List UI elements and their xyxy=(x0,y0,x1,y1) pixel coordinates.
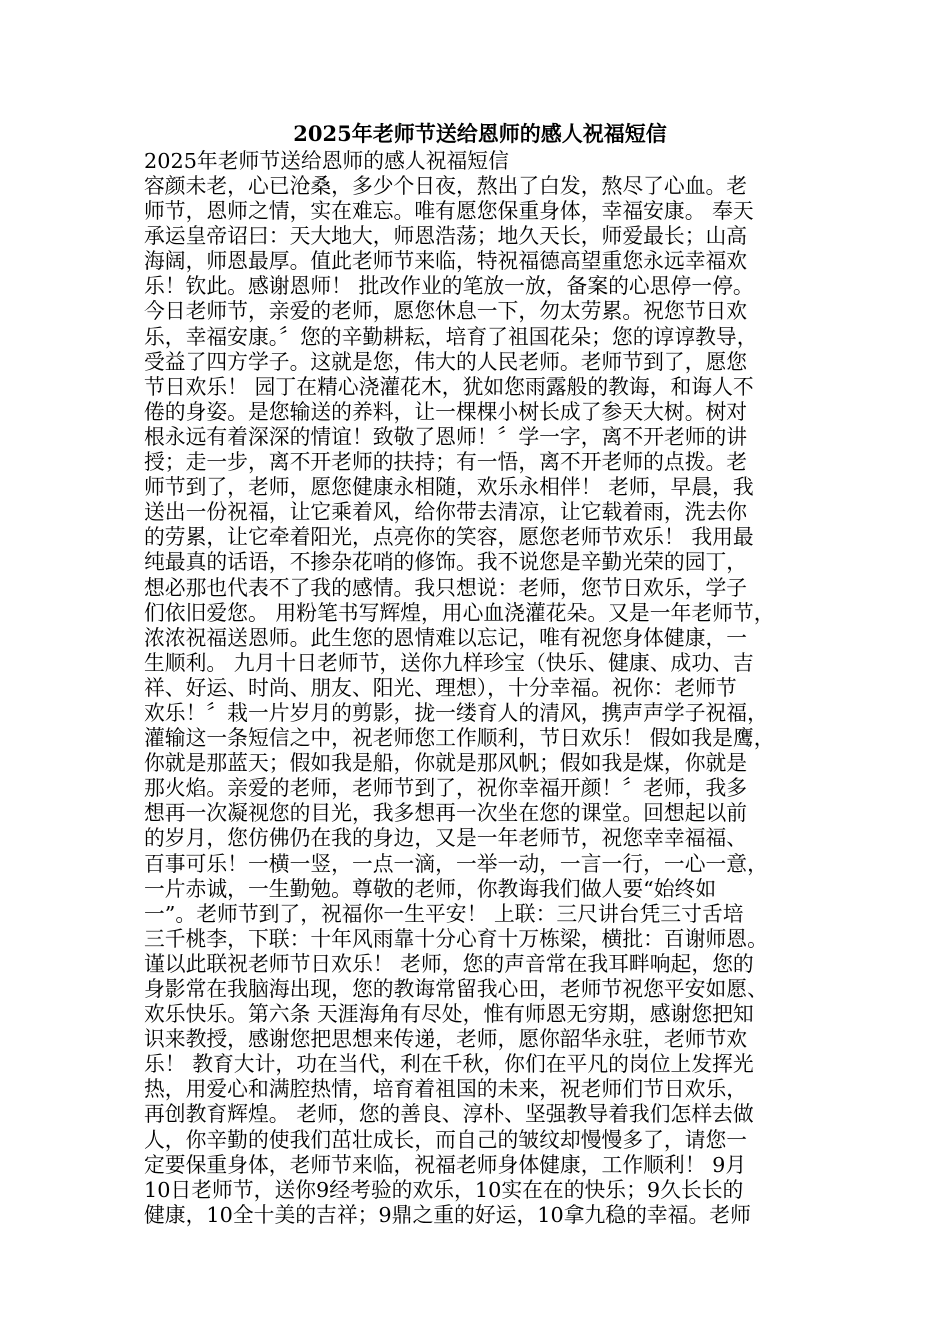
body-text-line: 乐！ 教育大计，功在当代，利在千秋，你们在平凡的岗位上发挥光 xyxy=(144,1052,754,1077)
body-text-line: 乐！钦此。感谢恩师！ 批改作业的笔放一放，备案的心思停一停。 xyxy=(144,274,754,299)
body-text-line: 师节，恩师之情，实在难忘。唯有愿您保重身体，幸福安康。 奉天 xyxy=(144,199,754,224)
body-text-line: 受益了四方学子。这就是您，伟大的人民老师。老师节到了，愿您 xyxy=(144,349,748,374)
body-text-line: 欢乐！〞栽一片岁月的剪影，拢一缕育人的清风，携声声学子祝福， xyxy=(144,700,768,725)
body-text-line: 再创教育辉煌。 老师，您的善良、淳朴、坚强教导着我们怎样去做 xyxy=(144,1102,754,1127)
document-body xyxy=(144,174,816,1228)
body-text-line: 师节到了，老师，愿您健康永相随，欢乐永相伴！ 老师，早晨，我 xyxy=(144,475,754,500)
body-text-line: 一片赤诚，一生勤勉。尊敬的老师，你教诲我们做人要“始终如 xyxy=(144,876,717,901)
body-text-line: 根永远有着深深的情谊！致敬了恩师！〞学一字，离不开老师的讲 xyxy=(144,424,748,449)
body-text-line: 授；走一步，离不开老师的扶持；有一悟，离不开老师的点拨。老 xyxy=(144,450,748,475)
body-text-line: 你就是那蓝天；假如我是船，你就是那风帆；假如我是煤，你就是 xyxy=(144,751,748,776)
body-text-line: 一”。老师节到了，祝福你一生平安！ 上联：三尺讲台凭三寸舌培 xyxy=(144,901,744,926)
body-text-line: 容颜未老，心已沧桑，多少个日夜，熬出了白发，熬尽了心血。老 xyxy=(144,174,748,198)
body-text-line: 的岁月，您仿佛仍在我的身边，又是一年老师节，祝您幸幸福福、 xyxy=(144,826,748,851)
body-text-line: 海阔，师恩最厚。值此老师节来临，特祝福德高望重您永远幸福欢 xyxy=(144,249,748,274)
body-text-line: 定要保重身体，老师节来临，祝福老师身体健康，工作顺利！ 9月 xyxy=(144,1152,747,1177)
body-text-line: 欢乐快乐。第六条 天涯海角有尽处，惟有师恩无穷期，感谢您把知 xyxy=(144,1002,754,1027)
body-text-line: 热，用爱心和满腔热情，培育着祖国的未来，祝老师们节日欢乐， xyxy=(144,1077,748,1102)
body-text-line: 那火焰。亲爱的老师，老师节到了，祝你幸福开颜！〞老师，我多 xyxy=(144,776,748,801)
body-text-line: 的劳累，让它牵着阳光，点亮你的笑容，愿您老师节欢乐！ 我用最 xyxy=(144,525,754,550)
body-text-line: 浓浓祝福送恩师。此生您的恩情难以忘记，唯有祝您身体健康，一 xyxy=(144,625,748,650)
body-text-line: 健康，10全十美的吉祥；9鼎之重的好运，10拿九稳的幸福。老师 xyxy=(144,1202,751,1227)
body-text-line: 10日老师节，送你9经考验的欢乐，10实在在的快乐；9久长长的 xyxy=(144,1177,744,1202)
body-text-line: 生顺利。 九月十日老师节，送你九样珍宝（快乐、健康、成功、吉 xyxy=(144,650,754,675)
body-text-line: 送出一份祝福，让它乘着风，给你带去清凉，让它载着雨，洗去你 xyxy=(144,500,748,525)
body-text-line: 乐，幸福安康。〞您的辛勤耕耘，培育了祖国花朵；您的谆谆教导， xyxy=(144,324,758,349)
document-title: 2025年老师节送给恩师的感人祝福短信 xyxy=(293,121,667,146)
body-text-line: 承运皇帝诏曰：天大地大，师恩浩荡；地久天长，师爱最长；山高 xyxy=(144,224,748,249)
body-text-line: 灌输这一条短信之中，祝老师您工作顺利，节日欢乐！ 假如我是鹰， xyxy=(144,726,775,751)
document-subtitle: 2025年老师节送给恩师的感人祝福短信 xyxy=(144,149,509,173)
body-text-line: 倦的身姿。是您输送的养料，让一棵棵小树长成了参天大树。树对 xyxy=(144,399,748,424)
body-text-line: 节日欢乐！ 园丁在精心浇灌花木，犹如您雨露般的教诲，和诲人不 xyxy=(144,374,754,399)
body-text-line: 三千桃李，下联：十年风雨靠十分心育十万栋梁，横批：百谢师恩。 xyxy=(144,926,768,951)
body-text-line: 谨以此联祝老师节日欢乐！ 老师，您的声音常在我耳畔响起，您的 xyxy=(144,951,754,976)
body-text-line: 们依旧爱您。 用粉笔书写辉煌，用心血浇灌花朵。又是一年老师节， xyxy=(144,600,775,625)
body-text-line: 祥、好运、时尚、朋友、阳光、理想），十分幸福。祝你：老师节 xyxy=(144,675,737,700)
body-text-line: 百事可乐！一横一竖，一点一滴，一举一动，一言一行，一心一意， xyxy=(144,851,768,876)
body-text-line: 纯最真的话语，不掺杂花哨的修饰。我不说您是辛勤光荣的园丁， xyxy=(144,550,748,575)
body-text-line: 人，你辛勤的使我们茁壮成长，而自己的皱纹却慢慢多了，请您一 xyxy=(144,1127,748,1152)
body-text-line: 身影常在我脑海出现，您的教诲常留我心田，老师节祝您平安如愿、 xyxy=(144,977,768,1001)
body-text-line: 识来教授，感谢您把思想来传递，老师，愿你韶华永驻，老师节欢 xyxy=(144,1027,748,1052)
body-text-line: 想必那也代表不了我的感情。我只想说：老师，您节日欢乐，学子 xyxy=(144,575,748,600)
document-page xyxy=(144,119,816,1228)
body-text-line: 今日老师节，亲爱的老师，愿您休息一下，勿太劳累。祝您节日欢 xyxy=(144,299,748,324)
body-text-line: 想再一次凝视您的目光，我多想再一次坐在您的课堂。回想起以前 xyxy=(144,801,748,826)
